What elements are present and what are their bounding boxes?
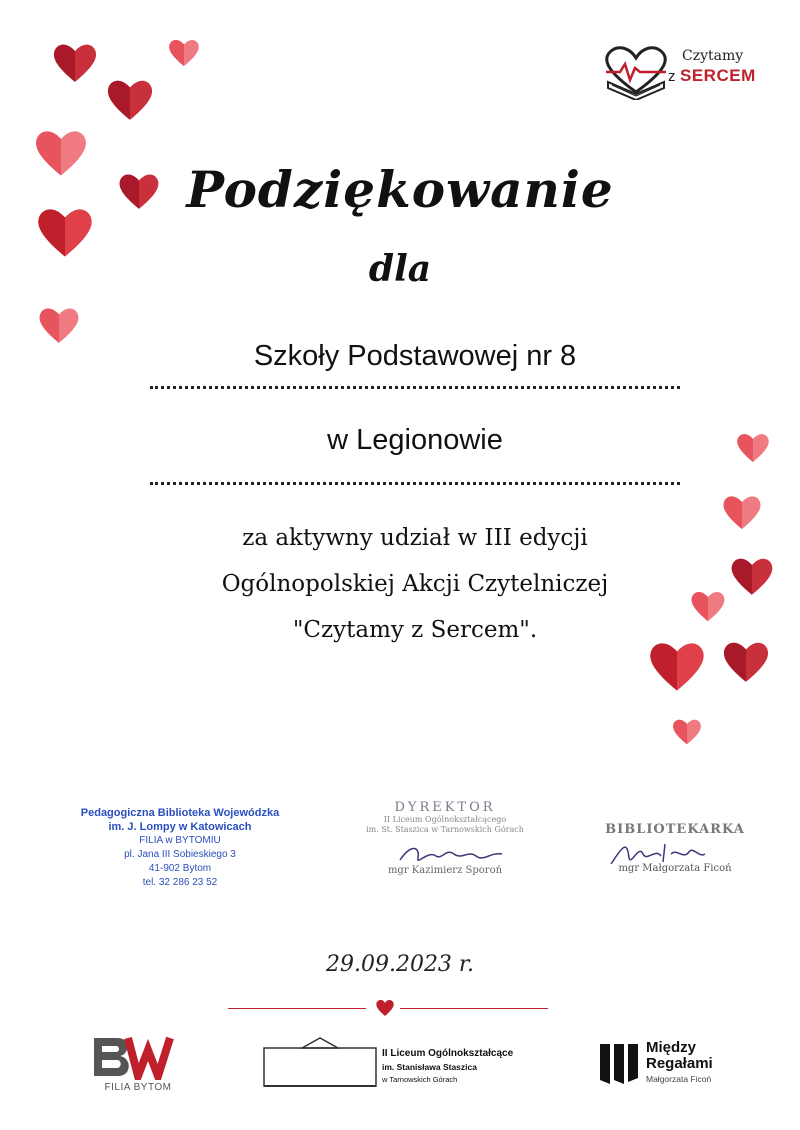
library-stamp-line1: Pedagogiczna Biblioteka Wojewódzka <box>80 807 280 819</box>
director-stamp-sub1: II Liceum Ogólnokształcącego <box>383 815 507 824</box>
heart-book-icon <box>600 42 672 100</box>
liceum-line3: w Tarnowskich Górach <box>382 1075 458 1084</box>
heart-icon <box>38 306 80 344</box>
liceum-line2: im. Stanisława Staszica <box>382 1062 477 1072</box>
divider-line <box>228 1008 366 1009</box>
heart-icon <box>52 42 98 83</box>
librarian-signature <box>605 836 725 870</box>
librarian-stamp <box>585 822 765 874</box>
certificate-date: 29.09.2023 r. <box>325 952 475 977</box>
body-line2: Ogólnopolskiej Akcji Czytelniczej <box>221 571 609 597</box>
filia-bytom-logo <box>88 1034 188 1094</box>
heart-icon <box>106 78 154 121</box>
bw-logo-mark <box>88 1034 188 1080</box>
miedzy-regalami-logo <box>598 1040 738 1090</box>
logo-line1: Czytamy <box>682 48 744 64</box>
heart-icon <box>672 718 702 745</box>
bw-caption: FILIA BYTOM <box>104 1082 172 1093</box>
heart-icon <box>722 640 770 683</box>
liceum-line1: II Liceum Ogólnokształcące <box>382 1048 514 1059</box>
library-stamp-line4: pl. Jana III Sobieskiego 3 <box>124 849 236 860</box>
library-stamp-line5: 41-902 Bytom <box>148 863 212 874</box>
recipient-line1: Szkoły Podstawowej nr 8 <box>253 340 577 372</box>
logo-line2-small: z <box>668 68 676 85</box>
heart-icon <box>375 999 395 1021</box>
director-stamp-sub2: im. St. Staszica w Tarnowskich Górach <box>366 825 524 834</box>
body-line1: za aktywny udział w III edycji <box>242 525 588 551</box>
certificate-subtitle: dla <box>368 248 432 290</box>
miedzy-line1: Między <box>646 1039 697 1056</box>
divider-line <box>400 1008 548 1009</box>
director-stamp-name: mgr Kazimierz Sporoń <box>387 865 503 876</box>
director-signature <box>390 840 510 870</box>
logo-line2-big: SERCEM <box>680 66 756 85</box>
miedzy-text <box>646 1040 713 1084</box>
library-stamp-line6: tel. 32 286 23 52 <box>142 877 218 888</box>
library-stamp <box>60 806 300 890</box>
certificate-title: Podziękowanie <box>186 160 614 219</box>
school-building-icon <box>262 1034 378 1090</box>
director-stamp-title: DYREKTOR <box>394 800 496 815</box>
dotted-line <box>150 386 680 389</box>
librarian-stamp-title: BIBLIOTEKARKA <box>605 822 745 837</box>
library-stamp-line2: im. J. Lompy w Katowicach <box>108 821 252 833</box>
miedzy-line2: Regałami <box>646 1055 713 1072</box>
body-line3: "Czytamy z Sercem". <box>292 617 538 643</box>
recipient-line2: w Legionowie <box>327 424 503 456</box>
heart-icon <box>736 432 770 463</box>
liceum-logo <box>262 1034 562 1094</box>
librarian-stamp-name: mgr Małgorzata Ficoń <box>618 863 732 874</box>
miedzy-line3: Małgorzata Ficoń <box>646 1074 712 1084</box>
czytamy-z-sercem-logo <box>600 42 760 102</box>
library-stamp-line3: FILIA w BYTOMIU <box>139 835 221 846</box>
liceum-text <box>382 1048 513 1084</box>
books-icon <box>598 1040 640 1086</box>
heart-icon <box>168 38 200 67</box>
logo-line2 <box>668 66 756 86</box>
heart-icon <box>648 640 706 692</box>
dotted-line <box>150 482 680 485</box>
director-stamp <box>330 800 560 876</box>
